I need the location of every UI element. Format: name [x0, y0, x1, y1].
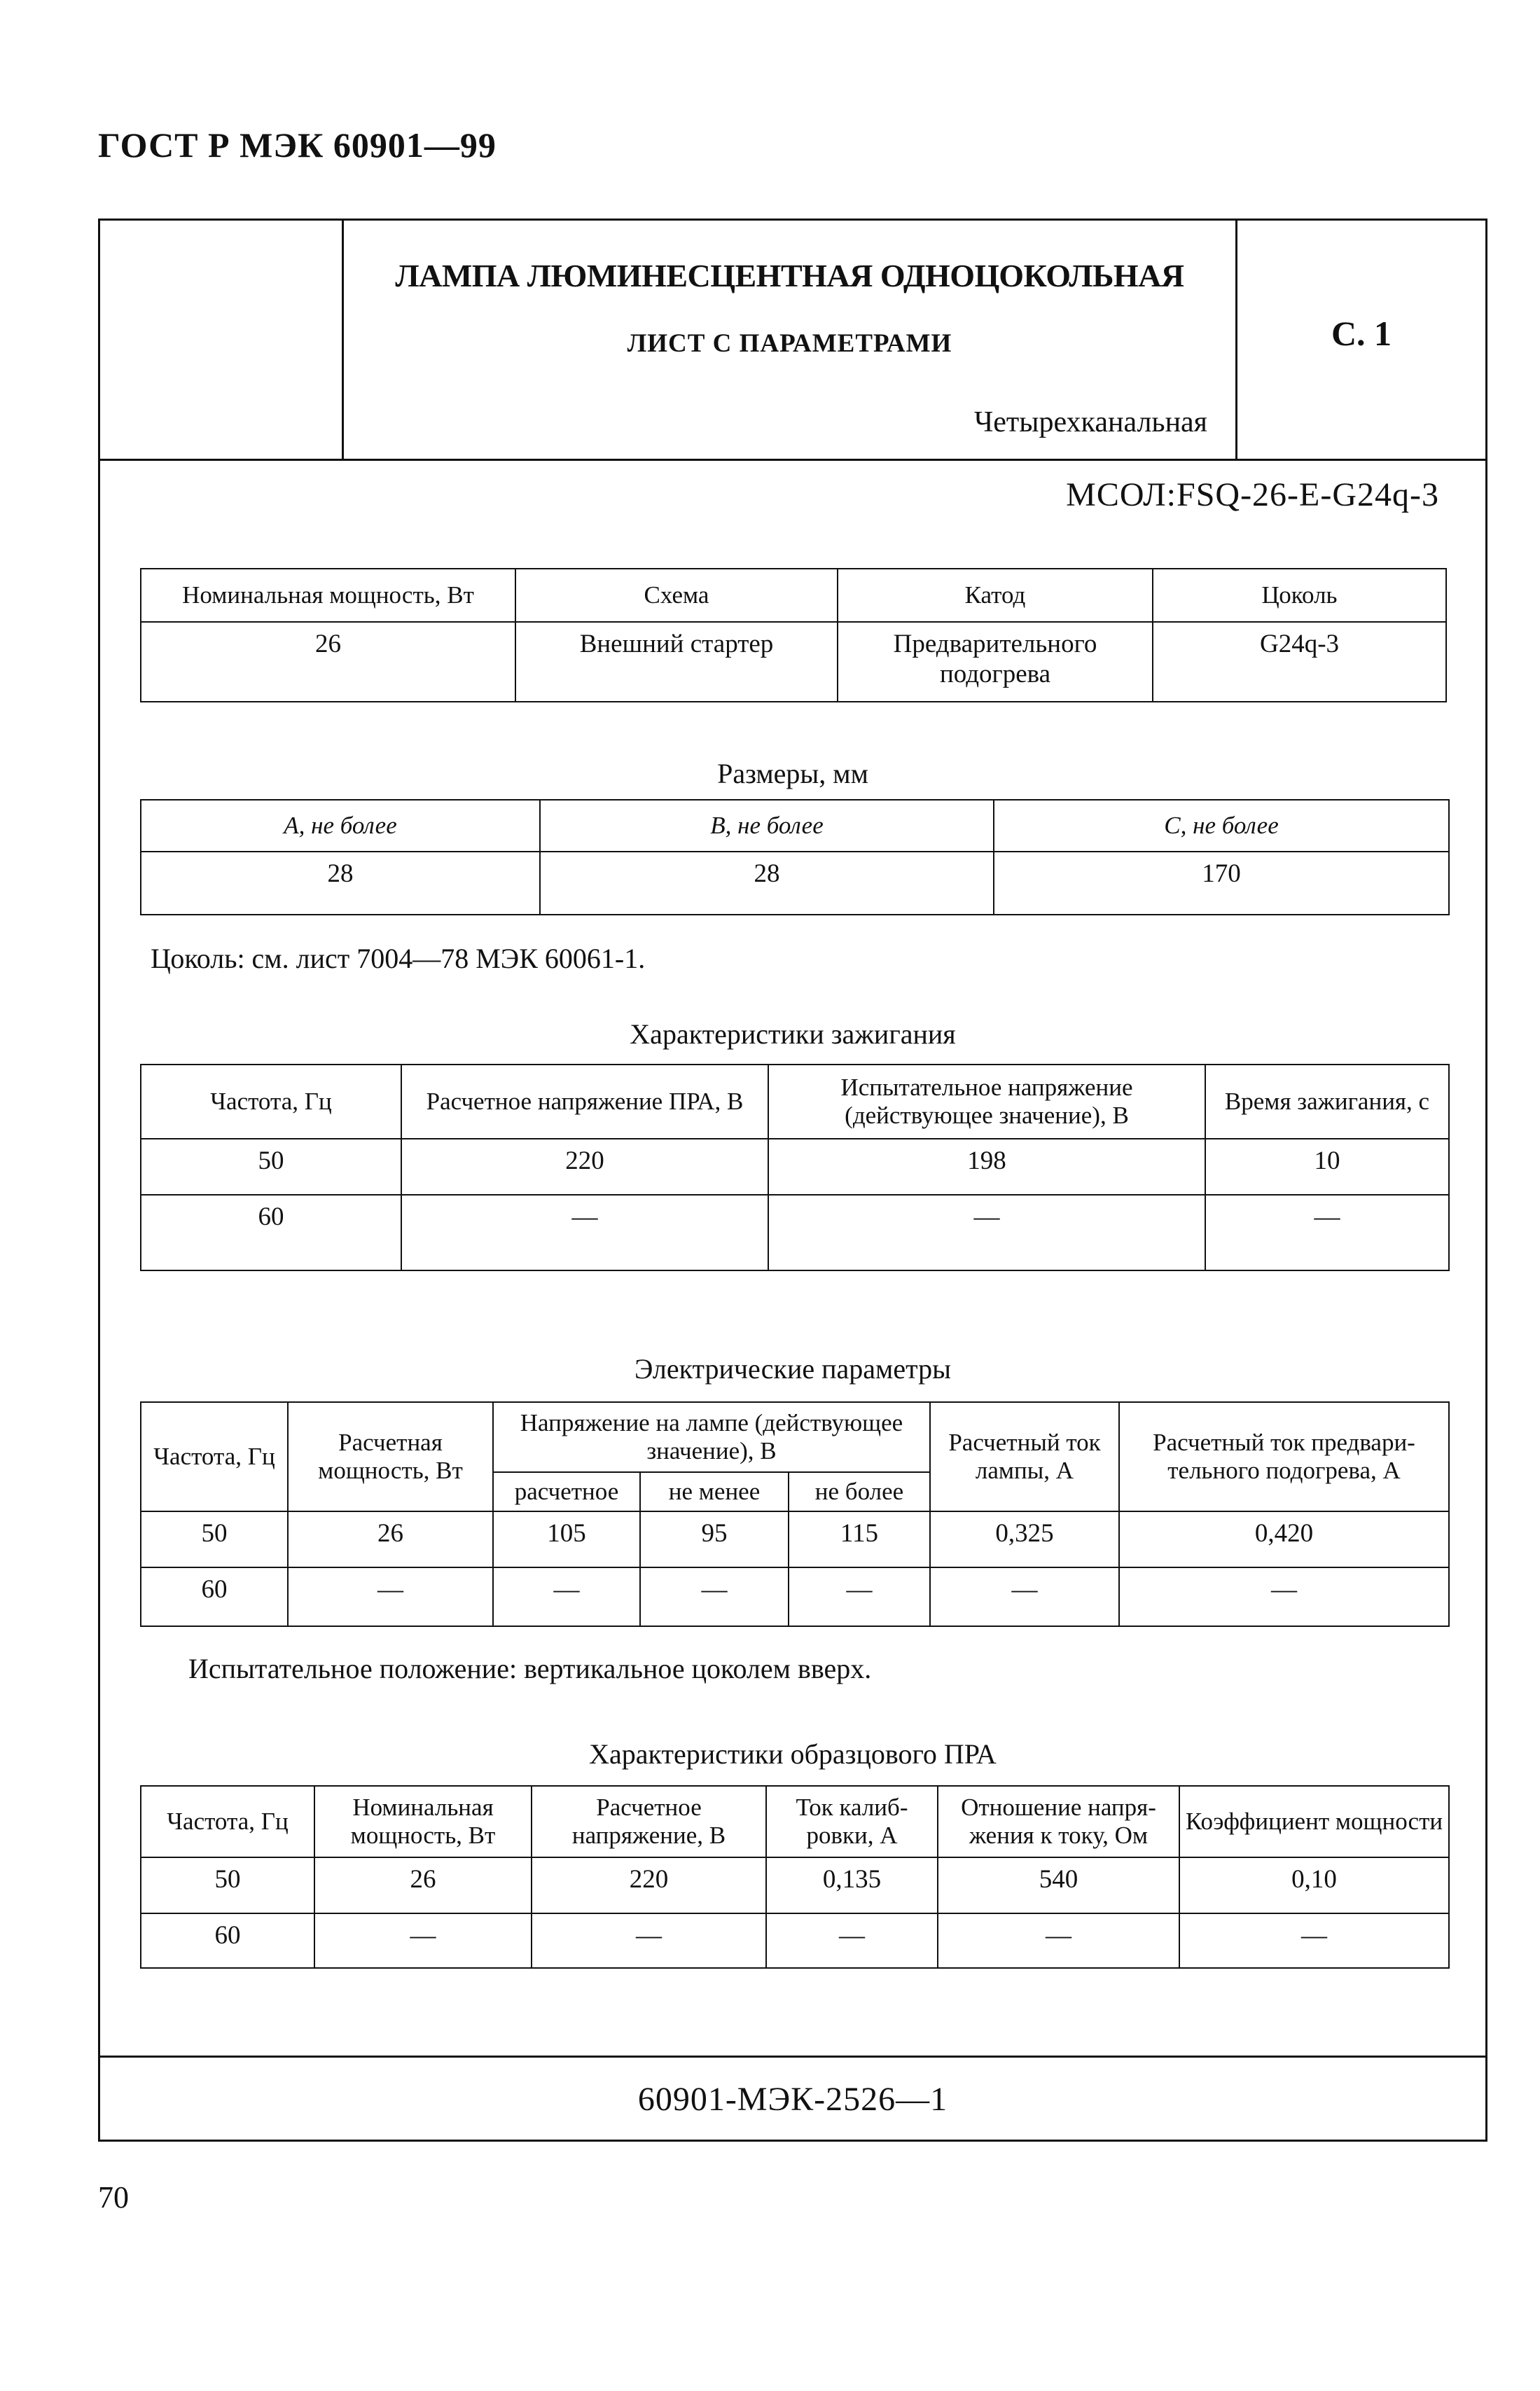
- table-header-cell: Напряжение на лампе (действующее значение), В: [493, 1402, 930, 1472]
- table-cell: 60: [141, 1567, 288, 1626]
- table-cell: 198: [768, 1139, 1205, 1195]
- table-header-cell: Частота, Гц: [141, 1786, 314, 1857]
- lamp-designation: МСОЛ:FSQ-26-E-G24q-3: [1066, 476, 1439, 513]
- base-note: Цоколь: см. лист 7004—78 МЭК 60061-1.: [151, 943, 646, 974]
- table-cell: —: [1205, 1195, 1449, 1270]
- lamp-title: ЛАМПА ЛЮМИНЕСЦЕНТНАЯ ОДНОЦОКОЛЬНАЯ: [395, 258, 1184, 293]
- table-cell: —: [401, 1195, 768, 1270]
- sheet-code: 60901-МЭК-2526—1: [637, 2081, 948, 2118]
- table-cell: 26: [314, 1857, 532, 1913]
- table-cell: 50: [141, 1511, 288, 1567]
- table-cell: 0,420: [1119, 1511, 1449, 1567]
- table-header-cell: Цоколь: [1153, 569, 1446, 622]
- table-header-cell: В, не более: [540, 800, 994, 852]
- table-cell: 0,10: [1179, 1857, 1449, 1913]
- table-cell: —: [938, 1913, 1179, 1968]
- table-cell: —: [493, 1567, 640, 1626]
- table-cell: 540: [938, 1857, 1179, 1913]
- table-cell: —: [288, 1567, 493, 1626]
- table-subheader-cell: расчетное: [493, 1472, 640, 1511]
- table-cell: 28: [540, 852, 994, 915]
- table-header-cell: Схема: [515, 569, 838, 622]
- table-cell: —: [930, 1567, 1119, 1626]
- header-title-cell: [344, 221, 1237, 459]
- table-cell: 28: [141, 852, 540, 915]
- table-cell: —: [768, 1195, 1205, 1270]
- table-cell: Внешний стартер: [515, 622, 838, 702]
- table-cell: 60: [141, 1195, 401, 1270]
- table-header-cell: Номинальная мощность, Вт: [141, 569, 515, 622]
- table-header-cell: С, не более: [994, 800, 1449, 852]
- table-cell: —: [314, 1913, 532, 1968]
- table-cell: G24q-3: [1153, 622, 1446, 702]
- table-cell: 10: [1205, 1139, 1449, 1195]
- dimensions-caption: Размеры, мм: [717, 758, 868, 789]
- header-empty-cell: [100, 221, 344, 459]
- table-header-cell: Ток калиб-ровки, А: [766, 1786, 938, 1857]
- table-cell: —: [766, 1913, 938, 1968]
- table-cell: 60: [141, 1913, 314, 1968]
- table-cell: 50: [141, 1857, 314, 1913]
- ballast-caption: Характеристики образцового ПРА: [589, 1738, 997, 1770]
- table-cell: 0,135: [766, 1857, 938, 1913]
- standard-title: ГОСТ Р МЭК 60901—99: [98, 125, 497, 165]
- table-cell: —: [1179, 1913, 1449, 1968]
- table-header-cell: Испытательное напряжение (действующее значение), В: [768, 1065, 1205, 1139]
- table-cell: 50: [141, 1139, 401, 1195]
- table-cell: 220: [532, 1857, 766, 1913]
- table-header-cell: Отношение напря-жения к току, Ом: [938, 1786, 1179, 1857]
- table-header-cell: Частота, Гц: [141, 1065, 401, 1139]
- table-cell: Предварительного подогрева: [838, 622, 1153, 702]
- footer-divider: [100, 2056, 1485, 2058]
- table-header-cell: Расчетное напряжение, В: [532, 1786, 766, 1857]
- table-cell: 0,325: [930, 1511, 1119, 1567]
- table-header-cell: Расчетное напряжение ПРА, В: [401, 1065, 768, 1139]
- table-header-cell: Коэффициент мощности: [1179, 1786, 1449, 1857]
- table-header-cell: Частота, Гц: [141, 1402, 288, 1511]
- ballast-table: [140, 1785, 1450, 1969]
- table-cell: —: [640, 1567, 789, 1626]
- page-number: 70: [98, 2180, 129, 2215]
- table-cell: —: [532, 1913, 766, 1968]
- table-header-cell: Время зажигания, с: [1205, 1065, 1449, 1139]
- header-divider: [100, 459, 1485, 461]
- table-header-cell: Расчетный ток предвари-тельного подогрева, А: [1119, 1402, 1449, 1511]
- dimensions-table: [140, 799, 1450, 915]
- table-header-cell: Расчетный ток лампы, А: [930, 1402, 1119, 1511]
- table-cell: 220: [401, 1139, 768, 1195]
- main-parameters-table: [140, 568, 1447, 702]
- table-cell: —: [789, 1567, 930, 1626]
- ignition-table: [140, 1064, 1450, 1271]
- table-cell: 26: [141, 622, 515, 702]
- electrical-caption: Электрические параметры: [634, 1353, 951, 1385]
- parameter-sheet-frame: [98, 219, 1487, 2142]
- table-header-cell: А, не более: [141, 800, 540, 852]
- sheet-page-code: С. 1: [1331, 314, 1392, 353]
- table-subheader-cell: не более: [789, 1472, 930, 1511]
- table-cell: 95: [640, 1511, 789, 1567]
- header-page-cell: [1237, 221, 1485, 459]
- table-cell: 115: [789, 1511, 930, 1567]
- table-header-cell: Катод: [838, 569, 1153, 622]
- ignition-caption: Характеристики зажигания: [630, 1018, 956, 1050]
- table-header-cell: Расчетная мощность, Вт: [288, 1402, 493, 1511]
- table-cell: 26: [288, 1511, 493, 1567]
- test-position-note: Испытательное положение: вертикальное цоколем вверх.: [188, 1653, 872, 1684]
- lamp-subtype: Четырехканальная: [973, 406, 1207, 438]
- table-cell: —: [1119, 1567, 1449, 1626]
- electrical-table: [140, 1401, 1450, 1627]
- table-cell: 170: [994, 852, 1449, 915]
- sheet-title: ЛИСТ С ПАРАМЕТРАМИ: [627, 329, 952, 358]
- table-cell: 105: [493, 1511, 640, 1567]
- table-subheader-cell: не менее: [640, 1472, 789, 1511]
- table-header-cell: Номинальная мощность, Вт: [314, 1786, 532, 1857]
